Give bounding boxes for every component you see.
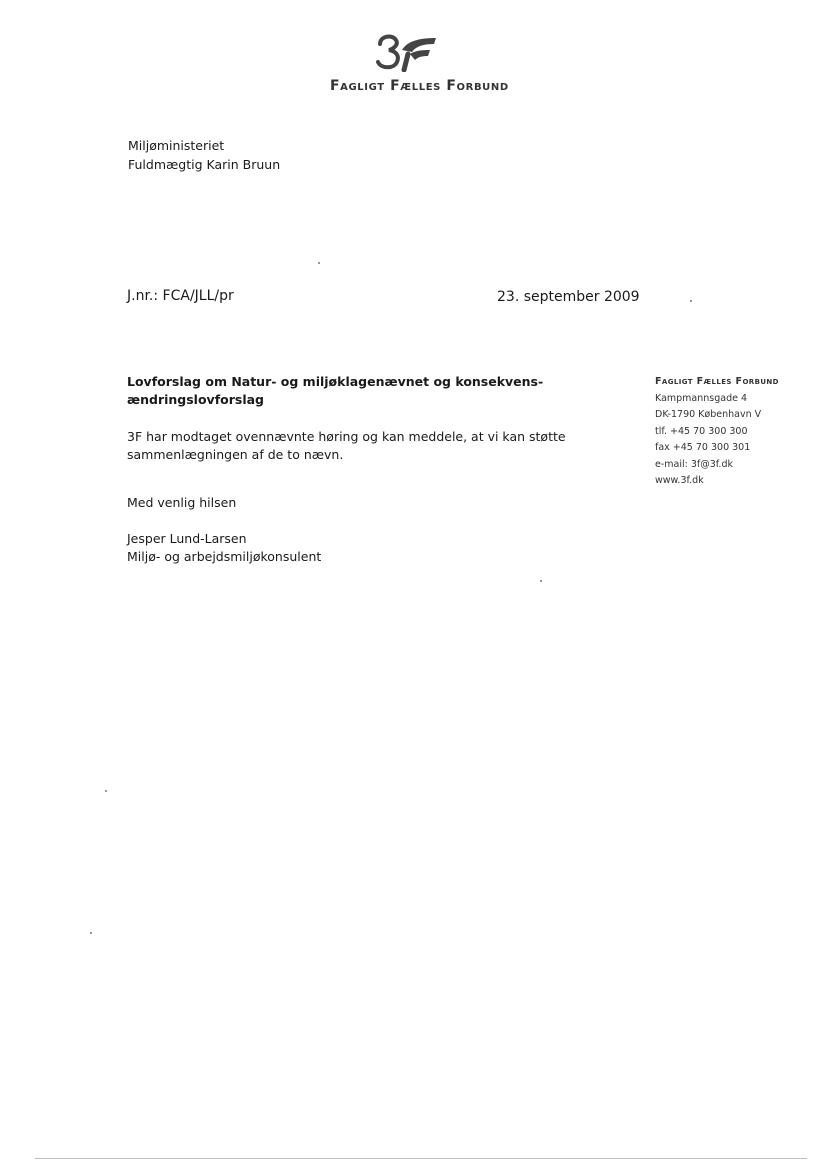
- body-paragraph: [127, 428, 566, 464]
- sidebar-street: Kampmannsgade 4: [655, 392, 748, 404]
- sidebar-city: DK-1790 København V: [655, 409, 762, 420]
- sidebar-org-name: Fagligt Fælles Forbund: [655, 376, 779, 387]
- subject-heading: [127, 373, 543, 409]
- subject-line-2: ændringslovforslag: [127, 392, 264, 407]
- scan-speck: [105, 790, 107, 792]
- sender-address-block: [655, 374, 779, 490]
- sidebar-email: e-mail: 3f@3f.dk: [655, 458, 733, 470]
- subject-line-1: Lovforslag om Natur- og miljøklagenævnet og konsekvens-: [127, 374, 544, 389]
- body-line-1: 3F har modtaget ovennævnte høring og kan meddele, at vi kan støtte: [127, 429, 566, 444]
- scan-speck: [540, 580, 542, 582]
- scan-speck: [318, 262, 320, 264]
- recipient-attention: Fuldmægtig Karin Bruun: [128, 157, 281, 172]
- scan-speck: [90, 932, 92, 934]
- sidebar-fax: fax +45 70 300 301: [655, 442, 751, 453]
- sidebar-phone: tlf. +45 70 300 300: [655, 425, 748, 437]
- signer-title: Miljø- og arbejdsmiljøkonsulent: [127, 549, 322, 564]
- scan-speck: [690, 300, 692, 302]
- 3f-logo: [372, 30, 440, 72]
- letterhead-org-name: Fagligt Fælles Forbund: [330, 78, 509, 94]
- signer-name: Jesper Lund-Larsen: [127, 531, 247, 546]
- closing-greeting: Med venlig hilsen: [127, 495, 237, 510]
- journal-number: J.nr.: FCA/JLL/pr: [127, 288, 234, 304]
- letter-date: 23. september 2009: [497, 289, 640, 305]
- body-line-2: sammenlægningen af de to nævn.: [127, 447, 344, 462]
- scan-edge-line: [35, 1158, 807, 1159]
- sidebar-website: www.3f.dk: [655, 475, 704, 486]
- recipient-name: Miljøministeriet: [128, 138, 225, 153]
